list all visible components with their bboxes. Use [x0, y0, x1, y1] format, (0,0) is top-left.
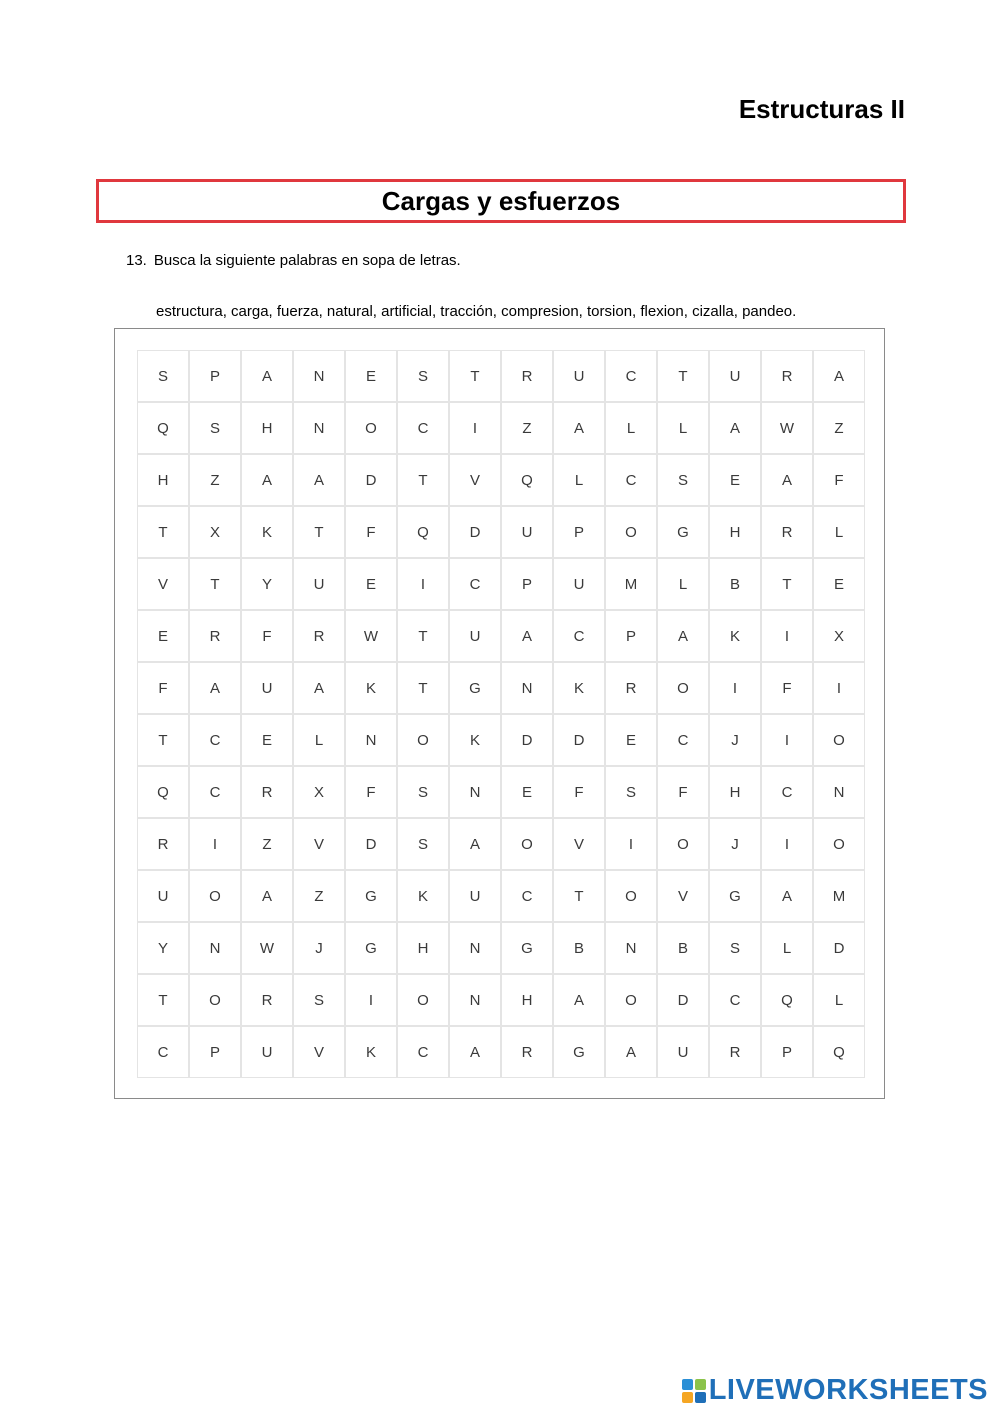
grid-cell[interactable]: U [449, 610, 501, 662]
grid-cell[interactable]: Z [189, 454, 241, 506]
exercise-number: 13. [126, 252, 147, 269]
grid-cell[interactable]: E [345, 558, 397, 610]
grid-cell[interactable]: F [345, 506, 397, 558]
document-title: Estructuras II [738, 94, 905, 124]
grid-cell[interactable]: O [605, 974, 657, 1026]
grid-cell[interactable]: O [189, 974, 241, 1026]
grid-cell[interactable]: A [293, 454, 345, 506]
grid-cell[interactable]: P [605, 610, 657, 662]
grid-cell[interactable]: C [709, 974, 761, 1026]
grid-cell[interactable]: Q [137, 766, 189, 818]
grid-cell[interactable]: L [605, 402, 657, 454]
grid-cell[interactable]: I [761, 714, 813, 766]
grid-cell[interactable]: O [657, 818, 709, 870]
grid-cell[interactable]: R [189, 610, 241, 662]
grid-cell[interactable]: R [501, 350, 553, 402]
grid-cell[interactable]: L [293, 714, 345, 766]
grid-cell[interactable]: K [397, 870, 449, 922]
grid-cell[interactable]: X [189, 506, 241, 558]
grid-cell[interactable]: U [449, 870, 501, 922]
grid-cell[interactable]: D [553, 714, 605, 766]
grid-cell[interactable]: C [189, 714, 241, 766]
grid-cell[interactable]: Q [501, 454, 553, 506]
grid-cell[interactable]: W [241, 922, 293, 974]
grid-cell[interactable]: T [137, 714, 189, 766]
grid-cell[interactable]: C [397, 402, 449, 454]
grid-cell[interactable]: I [709, 662, 761, 714]
grid-cell[interactable]: C [501, 870, 553, 922]
grid-cell[interactable]: X [813, 610, 865, 662]
grid-cell[interactable]: U [293, 558, 345, 610]
grid-cell[interactable]: U [657, 1026, 709, 1078]
grid-cell[interactable]: H [241, 402, 293, 454]
grid-cell[interactable]: S [709, 922, 761, 974]
grid-cell[interactable]: V [293, 818, 345, 870]
grid-cell[interactable]: D [501, 714, 553, 766]
exercise-instruction [126, 252, 461, 269]
grid-cell[interactable]: C [657, 714, 709, 766]
grid-cell[interactable]: I [345, 974, 397, 1026]
grid-cell[interactable]: K [709, 610, 761, 662]
grid-cell[interactable]: P [501, 558, 553, 610]
grid-cell[interactable]: C [449, 558, 501, 610]
grid-cell[interactable]: E [137, 610, 189, 662]
grid-cell[interactable]: Z [293, 870, 345, 922]
grid-cell[interactable]: E [345, 350, 397, 402]
grid-cell[interactable]: J [293, 922, 345, 974]
grid-cell[interactable]: A [553, 974, 605, 1026]
grid-cell[interactable]: G [657, 506, 709, 558]
grid-cell[interactable]: S [397, 766, 449, 818]
grid-cell[interactable]: D [813, 922, 865, 974]
grid-cell[interactable]: F [761, 662, 813, 714]
grid-cell[interactable]: O [605, 506, 657, 558]
grid-cell[interactable]: C [761, 766, 813, 818]
grid-cell[interactable]: L [761, 922, 813, 974]
grid-cell[interactable]: B [709, 558, 761, 610]
grid-cell[interactable]: N [813, 766, 865, 818]
grid-cell[interactable]: T [137, 974, 189, 1026]
grid-cell[interactable]: X [293, 766, 345, 818]
grid-cell[interactable]: V [293, 1026, 345, 1078]
grid-cell[interactable]: H [137, 454, 189, 506]
grid-cell[interactable]: T [137, 506, 189, 558]
grid-cell[interactable]: L [657, 558, 709, 610]
grid-cell[interactable]: O [397, 714, 449, 766]
grid-cell[interactable]: L [813, 506, 865, 558]
grid-cell[interactable]: R [709, 1026, 761, 1078]
grid-cell[interactable]: I [189, 818, 241, 870]
grid-cell[interactable]: H [709, 506, 761, 558]
grid-cell[interactable]: F [657, 766, 709, 818]
grid-cell[interactable]: F [813, 454, 865, 506]
grid-cell[interactable]: P [761, 1026, 813, 1078]
grid-cell[interactable]: R [605, 662, 657, 714]
grid-cell[interactable]: Q [813, 1026, 865, 1078]
grid-cell[interactable]: D [345, 818, 397, 870]
grid-cell[interactable]: C [397, 1026, 449, 1078]
grid-cell[interactable]: U [241, 1026, 293, 1078]
brand-text-prefix: LIVE [708, 1374, 776, 1406]
liveworksheets-icon [682, 1379, 706, 1403]
grid-cell[interactable]: T [761, 558, 813, 610]
grid-cell[interactable]: S [397, 350, 449, 402]
grid-cell[interactable]: S [657, 454, 709, 506]
grid-cell[interactable]: D [657, 974, 709, 1026]
grid-cell[interactable]: F [241, 610, 293, 662]
grid-cell[interactable]: R [761, 506, 813, 558]
grid-cell[interactable]: T [397, 454, 449, 506]
grid-cell[interactable]: B [553, 922, 605, 974]
grid-cell[interactable]: J [709, 714, 761, 766]
brand-text-suffix: WORKSHEETS [775, 1374, 988, 1406]
grid-cell[interactable]: M [605, 558, 657, 610]
grid-cell[interactable]: O [813, 818, 865, 870]
grid-cell[interactable]: V [137, 558, 189, 610]
grid-cell[interactable]: N [449, 922, 501, 974]
grid-cell[interactable]: W [345, 610, 397, 662]
grid-cell[interactable]: A [761, 870, 813, 922]
grid-cell[interactable]: E [501, 766, 553, 818]
grid-cell[interactable]: P [553, 506, 605, 558]
grid-cell[interactable]: Z [241, 818, 293, 870]
grid-cell[interactable]: D [449, 506, 501, 558]
grid-cell[interactable]: R [241, 974, 293, 1026]
grid-cell[interactable]: F [345, 766, 397, 818]
grid-cell[interactable]: A [241, 870, 293, 922]
grid-cell[interactable]: O [605, 870, 657, 922]
grid-cell[interactable]: C [605, 454, 657, 506]
section-title: Cargas y esfuerzos [381, 185, 621, 216]
grid-cell[interactable]: Z [813, 402, 865, 454]
grid-cell[interactable]: Q [137, 402, 189, 454]
grid-cell[interactable]: Z [501, 402, 553, 454]
grid-cell[interactable]: N [293, 350, 345, 402]
grid-cell[interactable]: K [241, 506, 293, 558]
grid-cell[interactable]: A [241, 350, 293, 402]
grid-cell[interactable]: N [189, 922, 241, 974]
grid-cell[interactable]: K [449, 714, 501, 766]
grid-cell[interactable]: V [657, 870, 709, 922]
grid-cell[interactable]: N [501, 662, 553, 714]
grid-cell[interactable]: F [137, 662, 189, 714]
grid-cell[interactable]: A [189, 662, 241, 714]
grid-cell[interactable]: C [137, 1026, 189, 1078]
grid-cell[interactable]: N [605, 922, 657, 974]
grid-cell[interactable]: C [553, 610, 605, 662]
grid-cell[interactable]: S [189, 402, 241, 454]
grid-cell[interactable]: R [293, 610, 345, 662]
grid-cell[interactable]: I [813, 662, 865, 714]
grid-cell[interactable]: T [449, 350, 501, 402]
grid-cell[interactable]: O [397, 974, 449, 1026]
grid-cell[interactable]: A [553, 402, 605, 454]
grid-cell[interactable]: G [501, 922, 553, 974]
grid-cell[interactable]: G [345, 922, 397, 974]
grid-cell[interactable]: G [553, 1026, 605, 1078]
grid-cell[interactable]: V [553, 818, 605, 870]
grid-cell[interactable]: H [397, 922, 449, 974]
grid-cell[interactable]: C [605, 350, 657, 402]
word-search-frame [114, 328, 885, 1099]
grid-cell[interactable]: G [345, 870, 397, 922]
section-title-box [96, 179, 906, 223]
grid-cell[interactable]: N [449, 766, 501, 818]
grid-cell[interactable]: N [345, 714, 397, 766]
grid-cell[interactable]: W [761, 402, 813, 454]
grid-cell[interactable]: U [553, 350, 605, 402]
grid-cell[interactable]: L [813, 974, 865, 1026]
grid-cell[interactable]: A [709, 402, 761, 454]
grid-cell[interactable]: K [345, 1026, 397, 1078]
grid-cell[interactable]: L [657, 402, 709, 454]
grid-cell[interactable]: O [189, 870, 241, 922]
grid-cell[interactable]: A [501, 610, 553, 662]
grid-cell[interactable]: T [397, 610, 449, 662]
grid-cell[interactable]: K [345, 662, 397, 714]
grid-cell[interactable]: P [189, 1026, 241, 1078]
grid-cell[interactable]: Q [761, 974, 813, 1026]
grid-cell[interactable]: O [501, 818, 553, 870]
grid-cell[interactable]: K [553, 662, 605, 714]
grid-cell[interactable]: F [553, 766, 605, 818]
grid-cell[interactable]: R [241, 766, 293, 818]
grid-cell[interactable]: T [293, 506, 345, 558]
grid-cell[interactable]: I [761, 818, 813, 870]
grid-cell[interactable]: I [605, 818, 657, 870]
grid-cell[interactable]: C [189, 766, 241, 818]
grid-cell[interactable]: U [501, 506, 553, 558]
grid-cell[interactable]: A [657, 610, 709, 662]
grid-cell[interactable]: R [137, 818, 189, 870]
grid-cell[interactable]: A [761, 454, 813, 506]
grid-cell[interactable]: E [813, 558, 865, 610]
grid-cell[interactable]: T [553, 870, 605, 922]
grid-cell[interactable]: D [345, 454, 397, 506]
grid-cell[interactable]: H [709, 766, 761, 818]
grid-cell[interactable]: S [293, 974, 345, 1026]
grid-cell[interactable]: E [605, 714, 657, 766]
grid-cell[interactable]: A [241, 454, 293, 506]
grid-cell[interactable]: T [189, 558, 241, 610]
grid-cell[interactable]: P [189, 350, 241, 402]
grid-cell[interactable]: L [553, 454, 605, 506]
grid-cell[interactable]: B [657, 922, 709, 974]
grid-cell[interactable]: N [449, 974, 501, 1026]
grid-cell[interactable]: H [501, 974, 553, 1026]
grid-cell[interactable]: T [397, 662, 449, 714]
grid-cell[interactable]: J [709, 818, 761, 870]
grid-cell[interactable]: V [449, 454, 501, 506]
grid-cell[interactable]: S [605, 766, 657, 818]
grid-cell[interactable]: G [709, 870, 761, 922]
exercise-text: Busca la siguiente palabras en sopa de letras. [153, 252, 461, 269]
grid-cell[interactable]: N [293, 402, 345, 454]
word-list: estructura, carga, fuerza, natural, artificial, tracción, compresion, torsion, flexion, cizalla, pandeo. [156, 303, 797, 320]
grid-cell[interactable]: S [137, 350, 189, 402]
grid-cell[interactable]: A [449, 1026, 501, 1078]
grid-cell[interactable]: G [449, 662, 501, 714]
grid-cell[interactable]: A [449, 818, 501, 870]
grid-cell[interactable]: U [553, 558, 605, 610]
grid-cell[interactable]: M [813, 870, 865, 922]
grid-cell[interactable]: U [241, 662, 293, 714]
grid-cell[interactable]: I [449, 402, 501, 454]
word-search-grid [137, 350, 865, 1078]
liveworksheets-logo [682, 1374, 988, 1407]
grid-cell[interactable]: E [709, 454, 761, 506]
grid-cell[interactable]: U [137, 870, 189, 922]
grid-cell[interactable]: E [241, 714, 293, 766]
grid-cell[interactable]: I [397, 558, 449, 610]
grid-cell[interactable]: Q [397, 506, 449, 558]
grid-cell[interactable]: A [605, 1026, 657, 1078]
grid-cell[interactable]: A [813, 350, 865, 402]
grid-cell[interactable]: A [293, 662, 345, 714]
grid-cell[interactable]: O [813, 714, 865, 766]
grid-cell[interactable]: U [709, 350, 761, 402]
grid-cell[interactable]: O [657, 662, 709, 714]
grid-cell[interactable]: S [397, 818, 449, 870]
grid-cell[interactable]: O [345, 402, 397, 454]
brand-text [709, 1374, 988, 1407]
grid-cell[interactable]: T [657, 350, 709, 402]
grid-cell[interactable]: I [761, 610, 813, 662]
grid-cell[interactable]: Y [241, 558, 293, 610]
grid-cell[interactable]: Y [137, 922, 189, 974]
grid-cell[interactable]: R [761, 350, 813, 402]
grid-cell[interactable]: R [501, 1026, 553, 1078]
